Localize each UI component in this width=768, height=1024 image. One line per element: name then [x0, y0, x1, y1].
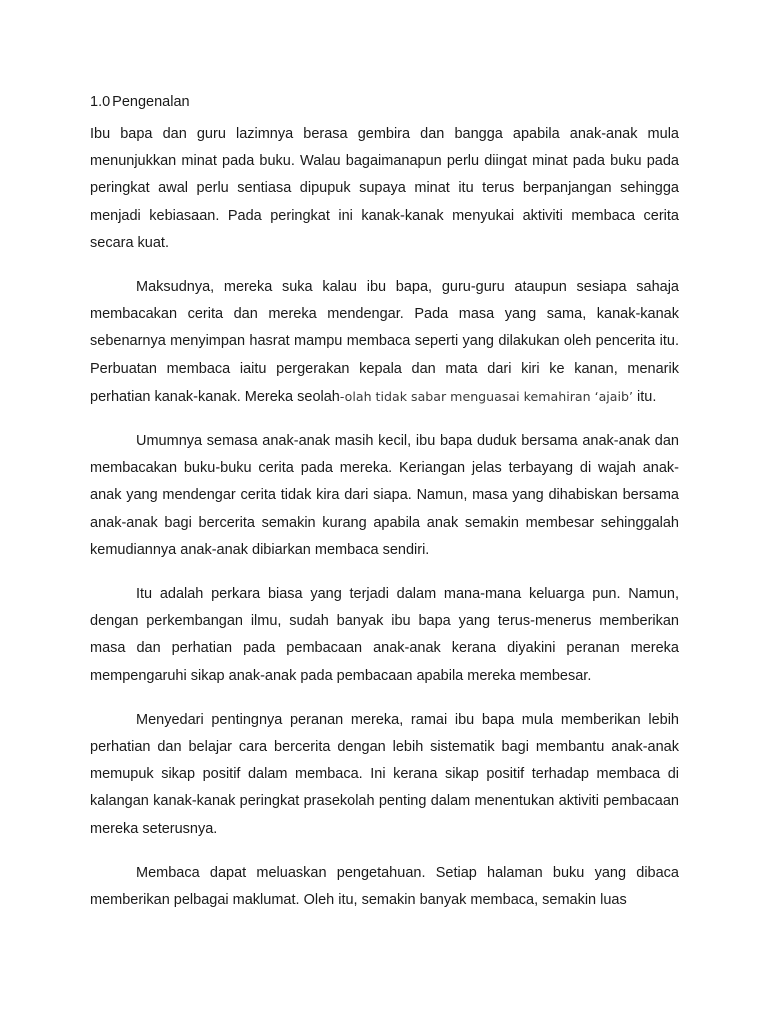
paragraph-2-start: Maksudnya, mereka suka kalau ibu bapa, guru-guru ataupun sesiapa sahaja membacakan cerita dan mereka mendengar. Pada masa yang sama, kanak-kanak sebenarnya menyimpan hasrat mampu membaca seperti yang dilakukan oleh pencerita itu. Perbuatan membaca iaitu pergerakan kepala dan mata dari kiri ke kanan, menarik perhatian kanak-kanak. Mereka seolah: [90, 279, 679, 405]
paragraph-2-alt-font-run: -olah tidak sabar menguasai kemahiran ‘ajaib’: [339, 388, 634, 404]
paragraph-2: [90, 274, 679, 411]
section-title: Pengenalan: [112, 94, 190, 110]
body-text: [90, 121, 679, 914]
section-heading: [90, 92, 190, 112]
paragraph-5: Menyedari pentingnya peranan mereka, ramai ibu bapa mula memberikan lebih perhatian dan belajar cara bercerita dengan lebih sistematik bagi membantu anak-anak memupuk sikap positif dalam membaca. Ini kerana sikap positif terhadap membaca di kalangan kanak-kanak peringkat prasekolah penting dalam menentukan aktiviti pembacaan mereka seterusnya.: [90, 711, 679, 837]
paragraph-3: Umumnya semasa anak-anak masih kecil, ibu bapa duduk bersama anak-anak dan membacakan buku-buku cerita pada mereka. Keriangan jelas terbayang di wajah anak-anak yang mendengar cerita tidak kira dari siapa. Namun, masa yang dihabiskan bersama anak-anak bagi bercerita semakin kurang apabila anak semakin membesar sehinggalah kemudiannya anak-anak dibiarkan membaca sendiri.: [90, 433, 679, 558]
paragraph-4: Itu adalah perkara biasa yang terjadi dalam mana-mana keluarga pun. Namun, dengan perkembangan ilmu, sudah banyak ibu bapa yang terus-menerus memberikan masa dan perhatian pada pembacaan anak-anak kerana diyakini peranan mereka mempengaruhi sikap anak-anak pada pembacaan apabila mereka membesar.: [90, 586, 679, 684]
section-number: 1.0: [90, 94, 111, 110]
paragraph-1: Ibu bapa dan guru lazimnya berasa gembira dan bangga apabila anak-anak mula menunjukkan minat pada buku. Walau bagaimanapun perlu diingat minat pada buku pada peringkat awal perlu sentiasa dipupuk supaya minat itu terus berpanjangan sehingga menjadi kebiasaan. Pada peringkat ini kanak-kanak menyukai aktiviti membaca cerita secara kuat.: [90, 126, 679, 251]
paragraph-6: Membaca dapat meluaskan pengetahuan. Setiap halaman buku yang dibaca memberikan pelbagai maklumat. Oleh itu, semakin banyak membaca, semakin luas: [90, 864, 679, 909]
paragraph-2-end: itu.: [633, 388, 657, 405]
